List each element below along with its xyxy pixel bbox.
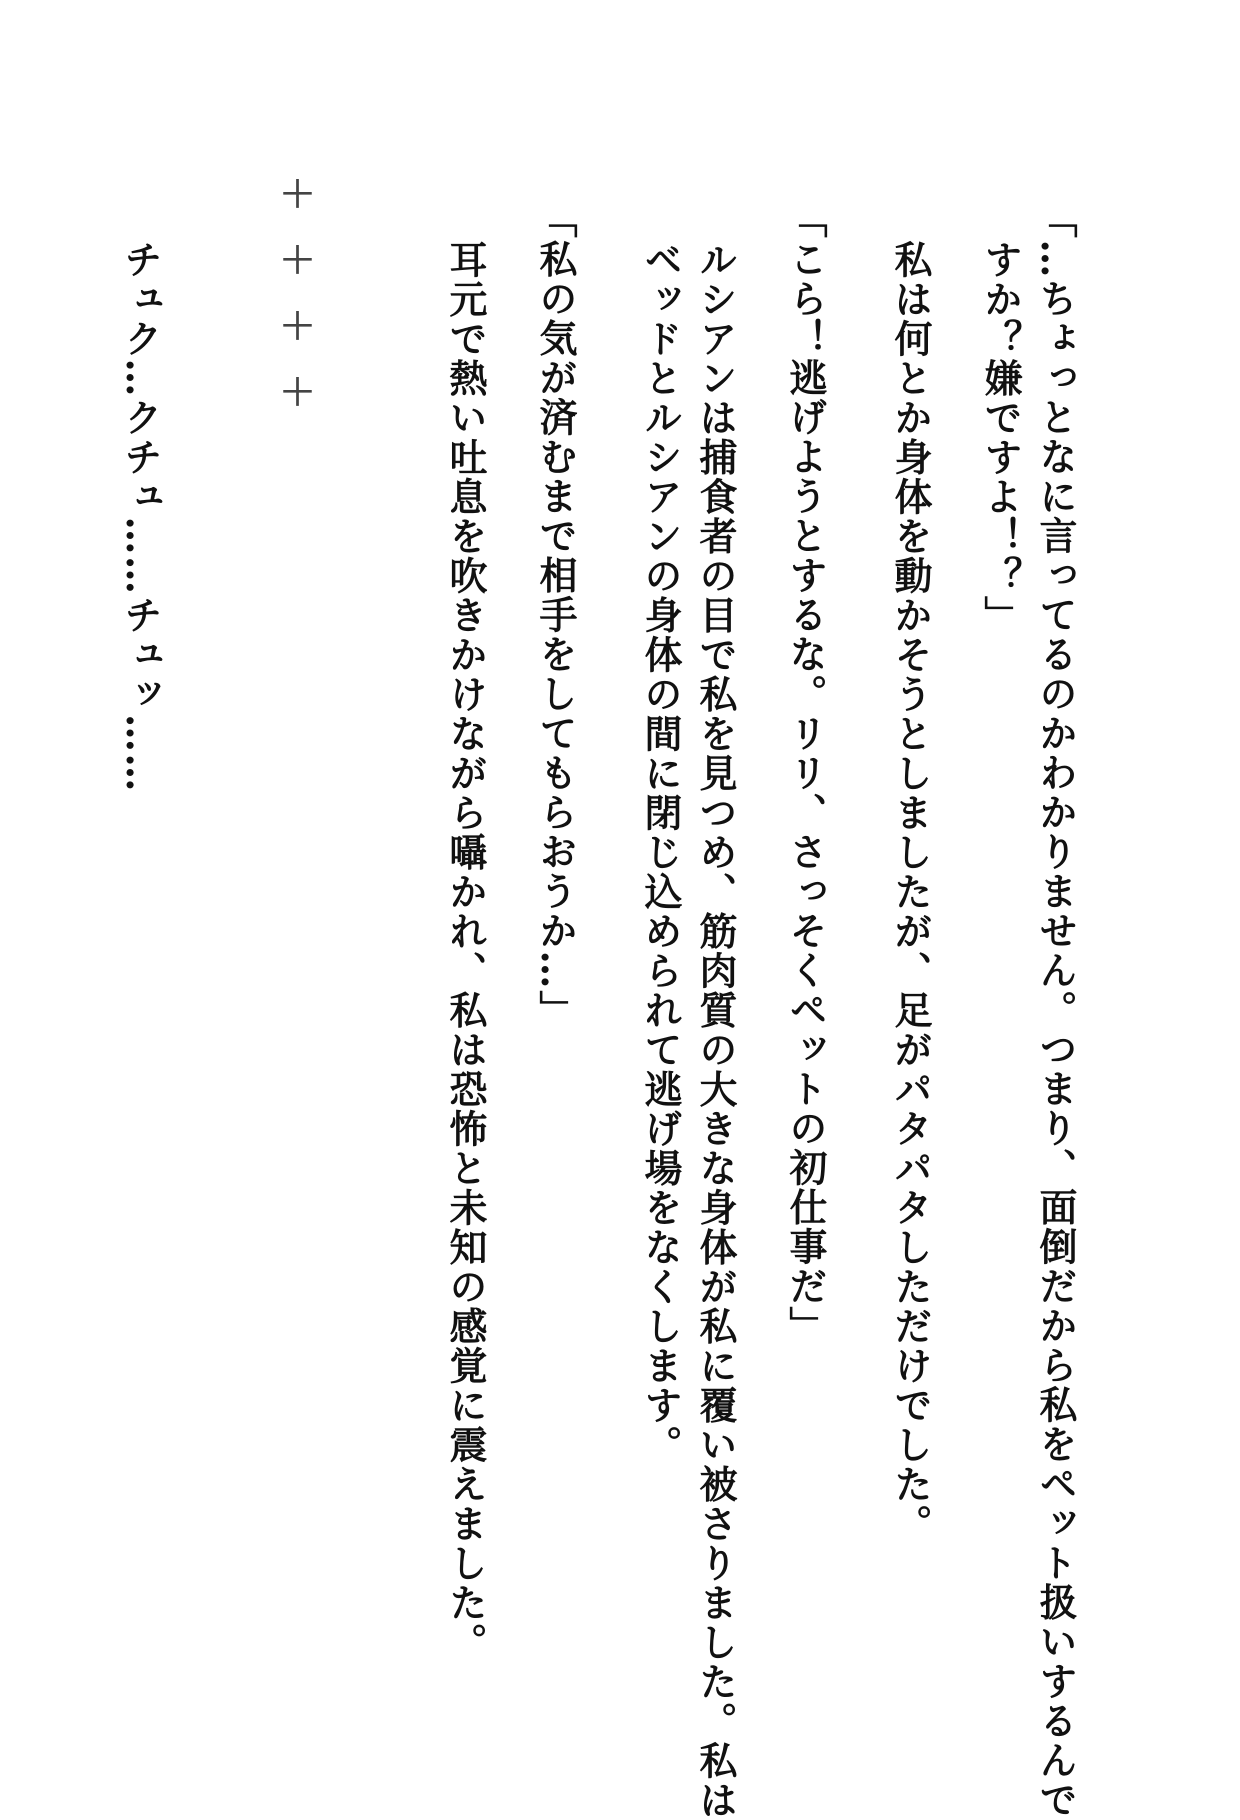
text-line-3: 私は何とか身体を動かそうとしましたが、足がパタパタしただけでした。 bbox=[888, 240, 933, 1544]
text-line-1: 「…ちょっとなに言ってるのかわかりません。つまり、面倒だから私をペット扱いするんで bbox=[1033, 200, 1078, 1820]
text-line-5: ルシアンは捕食者の目で私を見つめ、筋肉質の大きな身体が私に覆い被さりました。私は bbox=[693, 240, 738, 1820]
text-line-2: すか？嫌ですよ！？」 bbox=[978, 240, 1023, 635]
text-line-10: チュク…クチュ……チュッ…… bbox=[118, 240, 163, 793]
text-line-6: ベッドとルシアンの身体の間に閉じ込められて逃げ場をなくします。 bbox=[638, 240, 683, 1465]
text-line-7: 「私の気が済むまで相手をしてもらおうか…」 bbox=[533, 200, 578, 1030]
section-break-markers: ＋＋＋＋ bbox=[274, 175, 316, 439]
text-line-8: 耳元で熱い吐息を吹きかけながら囁かれ、私は恐怖と未知の感覚に震えました。 bbox=[443, 240, 488, 1662]
text-line-4: 「こら！逃げようとするな。リリ、さっそくペットの初仕事だ」 bbox=[783, 200, 828, 1346]
